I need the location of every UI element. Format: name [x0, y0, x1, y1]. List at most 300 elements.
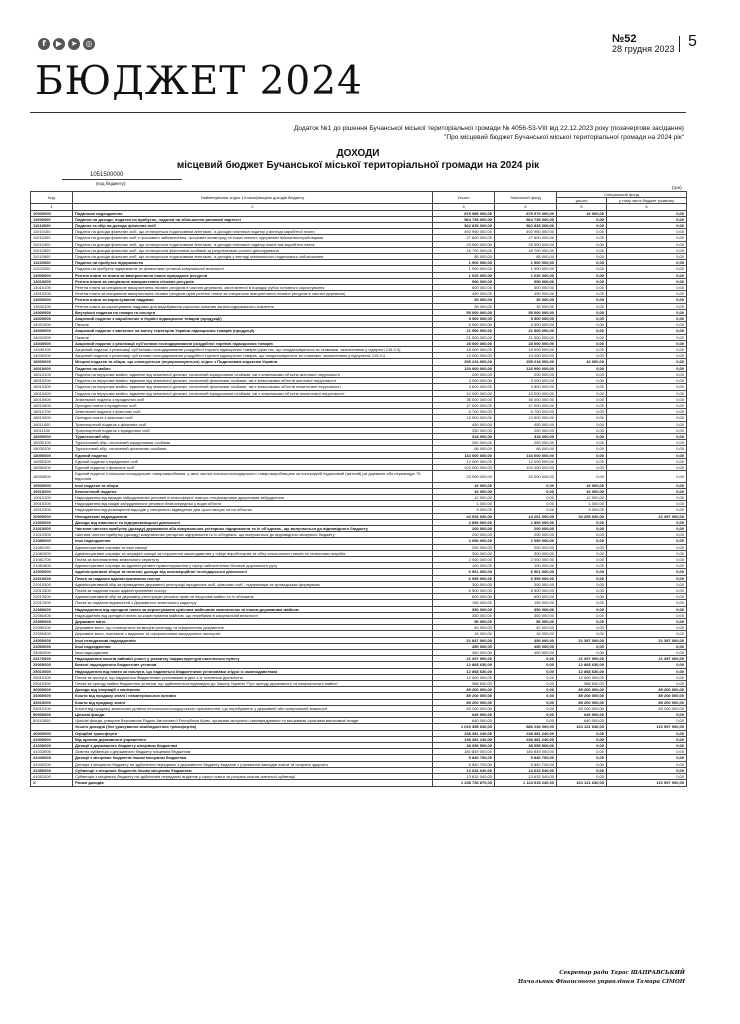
- general-fund-cell: 490 000,00: [495, 291, 557, 297]
- name-cell: Адміністративні штрафи за адміністративні правопорушення у сфері забезпечення безпеки дорожнього руху: [73, 563, 433, 569]
- code-cell: X: [31, 780, 73, 786]
- code-cell: 18030000: [31, 433, 73, 439]
- development-budget-cell: 0,00: [607, 316, 687, 322]
- total-cell: 21 500 000,00: [433, 328, 495, 334]
- development-budget-cell: 0,00: [607, 718, 687, 724]
- general-fund-cell: 13 000 000,00: [495, 353, 557, 359]
- total-cell: 180 849 000,00: [433, 749, 495, 755]
- total-cell: 350 000,00: [433, 606, 495, 612]
- special-fund-cell: 0,00: [557, 303, 607, 309]
- general-fund-cell: 5 840 700,00: [495, 761, 557, 767]
- special-fund-cell: 12 868 630,00: [557, 662, 607, 668]
- development-budget-cell: 89 200 000,00: [607, 693, 687, 699]
- special-fund-cell: 0,00: [557, 594, 607, 600]
- code-cell: 11010000: [31, 223, 73, 229]
- budget-code-underline: [62, 179, 182, 180]
- general-fund-cell: 0,00: [495, 507, 557, 513]
- budget-code-label: (код бюджету): [96, 181, 126, 186]
- special-fund-cell: 0,00: [557, 631, 607, 637]
- code-cell: 13030000: [31, 297, 73, 303]
- code-cell: 14040200: [31, 353, 73, 359]
- code-cell: 18000000: [31, 359, 73, 365]
- development-budget-cell: 0,00: [607, 544, 687, 550]
- general-fund-cell: 6 961 000,00: [495, 569, 557, 575]
- special-fund-cell: 0,00: [557, 316, 607, 322]
- name-cell: Туристичний збір, сплачений фізичними особами: [73, 446, 433, 452]
- general-fund-cell: 3 000 000,00: [495, 378, 557, 384]
- general-fund-cell: 0,00: [495, 668, 557, 674]
- name-cell: Єдиний податок з сільськогосподарських товаровиробників, у яких частка сільськогосподарського товаровиробництва за попередній податковий (звітний) рік дорівнює або перевищує 75 відсотків: [73, 471, 433, 482]
- name-cell: Освітня субвенція з державного бюджету місцевим бюджетам: [73, 749, 433, 755]
- total-cell: 13 000 000,00: [433, 353, 495, 359]
- special-fund-cell: 0,00: [557, 544, 607, 550]
- total-cell: 102 000 000,00: [433, 464, 495, 470]
- development-budget-cell: 0,00: [607, 229, 687, 235]
- total-cell: 490 000,00: [433, 291, 495, 297]
- total-cell: 89 200 000,00: [433, 705, 495, 711]
- total-cell: 13 500 000,00: [433, 415, 495, 421]
- name-cell: Акцизний податок з реалізації суб'єктами господарювання роздрібної торгівлі підакцизних товарів, що оподатковуються за ставками, зазначеними у підпунктах 215.3.4: [73, 353, 433, 359]
- name-cell: Податок на доходи фізичних осіб, що сплачується податковими агентами, із доходів у вигляді мінімального податкового зобов'язання: [73, 254, 433, 260]
- total-cell: 238 381 240,00: [433, 730, 495, 736]
- code-cell: 40000000: [31, 730, 73, 736]
- special-fund-cell: 124 121 630,00: [557, 780, 607, 786]
- general-fund-cell: 21 500 000,00: [495, 334, 557, 340]
- total-cell: 250 000,00: [433, 427, 495, 433]
- special-fund-cell: 0,00: [557, 440, 607, 446]
- general-fund-cell: 0,00: [495, 482, 557, 488]
- total-cell: 3 800 000,00: [433, 384, 495, 390]
- name-cell: Внутрішні податки на товари та послуги: [73, 309, 433, 315]
- development-budget-cell: 0,00: [607, 767, 687, 773]
- total-cell: 68 000,00: [433, 446, 495, 452]
- development-budget-cell: 89 200 000,00: [607, 699, 687, 705]
- development-budget-cell: 0,00: [607, 458, 687, 464]
- special-fund-cell: 0,00: [557, 223, 607, 229]
- general-fund-cell: 250 000,00: [495, 440, 557, 446]
- signature-block: [518, 969, 685, 987]
- development-budget-cell: 0,00: [607, 440, 687, 446]
- general-fund-cell: 13 500 000,00: [495, 415, 557, 421]
- name-cell: Надходження від викидів забруднюючих речовин в атмосферне повітря стаціонарними джерелами забруднення: [73, 494, 433, 500]
- development-budget-cell: 89 200 000,00: [607, 705, 687, 711]
- special-fund-cell: 124 121 630,00: [557, 724, 607, 730]
- youtube-icon[interactable]: ▶: [53, 38, 65, 50]
- code-cell: 21081800: [31, 563, 73, 569]
- general-fund-cell: 450 000,00: [495, 643, 557, 649]
- code-cell: 22090100: [31, 625, 73, 631]
- col-number: 3: [433, 204, 495, 210]
- general-fund-cell: 15 000 000,00: [495, 347, 557, 353]
- total-cell: 85 000,00: [433, 254, 495, 260]
- development-budget-cell: 0,00: [607, 594, 687, 600]
- special-fund-cell: 0,00: [557, 384, 607, 390]
- special-fund-cell: 0,00: [557, 272, 607, 278]
- revenue-table: [30, 191, 687, 787]
- name-cell: Туристичний збір: [73, 433, 433, 439]
- col-number: 1: [31, 204, 73, 210]
- development-budget-cell: 89 200 000,00: [607, 687, 687, 693]
- code-cell: 21081500: [31, 550, 73, 556]
- special-fund-cell: 16 000,00: [557, 210, 607, 216]
- general-fund-cell: 0,00: [495, 699, 557, 705]
- general-fund-cell: 6 700 000,00: [495, 409, 557, 415]
- code-cell: 50110000: [31, 718, 73, 724]
- general-fund-cell: 0,00: [495, 705, 557, 711]
- currency-unit: (грн): [672, 185, 682, 190]
- total-cell: 600 000,00: [433, 594, 495, 600]
- name-cell: Разом доходів: [73, 780, 433, 786]
- total-cell: 5 840 700,00: [433, 755, 495, 761]
- code-cell: 13010000: [31, 278, 73, 284]
- total-cell: 300 000,00: [433, 581, 495, 587]
- general-fund-cell: 134 000 000,00: [495, 452, 557, 458]
- total-cell: 3 000,00: [433, 507, 495, 513]
- development-budget-cell: 0,00: [607, 278, 687, 284]
- code-cell: 41030000: [31, 743, 73, 749]
- name-cell: Субвенції з місцевих бюджетів іншим місцевим бюджетам: [73, 767, 433, 773]
- total-cell: 30 000,00: [433, 297, 495, 303]
- special-fund-cell: 0,00: [557, 371, 607, 377]
- special-fund-cell: 0,00: [557, 365, 607, 371]
- code-cell: 41040200: [31, 761, 73, 767]
- name-cell: Неподаткові надходження: [73, 513, 433, 519]
- code-cell: 13000000: [31, 272, 73, 278]
- development-budget-cell: 0,00: [607, 464, 687, 470]
- development-budget-cell: 0,00: [607, 334, 687, 340]
- special-fund-cell: 0,00: [557, 600, 607, 606]
- total-cell: 238 381 240,00: [433, 736, 495, 742]
- name-cell: Земельний податок з юридичних осіб: [73, 396, 433, 402]
- special-fund-cell: 0,00: [557, 446, 607, 452]
- total-cell: 5 840 700,00: [433, 761, 495, 767]
- development-budget-cell: 0,00: [607, 525, 687, 531]
- general-fund-cell: 55 000 000,00: [495, 309, 557, 315]
- name-cell: Рентна плата за користування надрами: [73, 297, 433, 303]
- total-cell: 134 000 000,00: [433, 452, 495, 458]
- general-fund-cell: 16 000,00: [495, 631, 557, 637]
- general-fund-cell: 0,00: [495, 662, 557, 668]
- budget-code: 1051500000: [90, 172, 124, 178]
- name-cell: Плата за оренду майна бюджетних установ, що здійснюється відповідно до Закону України "Про оренду державного та комунального майна": [73, 681, 433, 687]
- total-cell: 36 000 000,00: [433, 396, 495, 402]
- development-budget-cell: 0,00: [607, 235, 687, 241]
- general-fund-cell: 5 500 000,00: [495, 588, 557, 594]
- development-budget-cell: 0,00: [607, 774, 687, 780]
- name-cell: Податок на доходи фізичних осіб, що сплачується податковими агентами, із доходів платника податку у вигляді заробітної плати: [73, 229, 433, 235]
- special-fund-cell: 0,00: [557, 254, 607, 260]
- code-cell: 24170000: [31, 656, 73, 662]
- total-cell: 5 500 000,00: [433, 588, 495, 594]
- development-budget-cell: 0,00: [607, 588, 687, 594]
- development-budget-cell: 0,00: [607, 421, 687, 427]
- total-cell: 6 700 000,00: [433, 409, 495, 415]
- code-cell: 41033900: [31, 749, 73, 755]
- development-budget-cell: 0,00: [607, 223, 687, 229]
- general-fund-cell: 1 900 000,00: [495, 266, 557, 272]
- col-number: 5: [557, 204, 607, 210]
- special-fund-cell: 0,00: [557, 575, 607, 581]
- general-fund-cell: 13 632 040,00: [495, 767, 557, 773]
- general-fund-cell: 500 000,00: [495, 285, 557, 291]
- code-cell: 10000000: [31, 210, 73, 216]
- name-cell: Надходження від орендної плати за користування майном, що перебуває в комунальній власності: [73, 612, 433, 618]
- development-budget-cell: 0,00: [607, 371, 687, 377]
- header-divider: [30, 112, 686, 113]
- special-fund-cell: 16 000,00: [557, 482, 607, 488]
- special-fund-cell: 0,00: [557, 260, 607, 266]
- general-fund-cell: 562 835 000,00: [495, 223, 557, 229]
- code-cell: 33010000: [31, 699, 73, 705]
- total-cell: 89 200 000,00: [433, 687, 495, 693]
- name-cell: Доходи від операцій з капіталом: [73, 687, 433, 693]
- code-cell: 11010400: [31, 241, 73, 247]
- annex-line-2: "Про місцевий бюджет Бучанської міської територіальної громади на 2024 рік": [444, 134, 684, 141]
- total-cell: 640 000,00: [433, 718, 495, 724]
- general-fund-cell: 3 800 000,00: [495, 384, 557, 390]
- special-fund-cell: 0,00: [557, 421, 607, 427]
- facebook-icon[interactable]: f: [38, 38, 50, 50]
- total-cell: 500 000,00: [433, 285, 495, 291]
- general-fund-cell: 6 555 000,00: [495, 575, 557, 581]
- name-cell: Субвенція з місцевого бюджету на здійснення переданих видатків у сфері освіти за рахунок коштів освітньої субвенції: [73, 774, 433, 780]
- general-fund-cell: 0,00: [495, 718, 557, 724]
- total-cell: 120 900 000,00: [433, 365, 495, 371]
- col-header-special: Спеціальний фонд: [557, 192, 687, 198]
- annex-note: [204, 124, 684, 142]
- development-budget-cell: 0,00: [607, 446, 687, 452]
- general-fund-cell: 5 500 000,00: [495, 316, 557, 322]
- special-fund-cell: 0,00: [557, 471, 607, 482]
- name-cell: Транспортний податок з фізичних осіб: [73, 421, 433, 427]
- general-fund-cell: 255 218 000,00: [495, 359, 557, 365]
- development-budget-cell: 0,00: [607, 254, 687, 260]
- code-cell: 19000000: [31, 482, 73, 488]
- code-cell: 22090000: [31, 619, 73, 625]
- special-fund-cell: 0,00: [557, 458, 607, 464]
- special-fund-cell: 0,00: [557, 612, 607, 618]
- special-fund-cell: 0,00: [557, 285, 607, 291]
- development-budget-cell: 0,00: [607, 563, 687, 569]
- name-cell: Частина чистого прибутку (доходу) комунальних унітарних підприємств та їх об'єднань, що вилучається до відповідного місцевого бюджету: [73, 532, 433, 538]
- special-fund-cell: 0,00: [557, 767, 607, 773]
- signature-finance-head: Начальник Фінансового управління Тамара СІМОН: [518, 979, 685, 985]
- code-cell: 25010300: [31, 681, 73, 687]
- special-fund-cell: 0,00: [557, 309, 607, 315]
- name-cell: Надходження від скидів забруднюючих речовин безпосередньо у водні об'єкти: [73, 501, 433, 507]
- development-budget-cell: 0,00: [607, 755, 687, 761]
- development-budget-cell: 0,00: [607, 606, 687, 612]
- development-budget-cell: 0,00: [607, 266, 687, 272]
- development-budget-cell: 0,00: [607, 631, 687, 637]
- name-cell: Дотації з державного бюджету місцевим бюджетам: [73, 743, 433, 749]
- name-cell: Орендна плата з фізичних осіб: [73, 415, 433, 421]
- code-cell: 11010500: [31, 247, 73, 253]
- code-cell: 19010000: [31, 488, 73, 494]
- name-cell: Адміністративні штрафи та штрафні санкції за порушення законодавства у сфері виробництва та обігу алкогольних напоїв та тютюнових виробів: [73, 550, 433, 556]
- total-cell: 2 650 000,00: [433, 538, 495, 544]
- code-cell: 30000000: [31, 687, 73, 693]
- general-fund-cell: 10 261 000,00: [495, 513, 557, 519]
- total-cell: 450 000,00: [433, 650, 495, 656]
- general-fund-cell: 0,00: [495, 501, 557, 507]
- development-budget-cell: 0,00: [607, 353, 687, 359]
- code-cell: 11010100: [31, 229, 73, 235]
- code-cell: 11010900: [31, 254, 73, 260]
- special-fund-cell: 0,00: [557, 749, 607, 755]
- total-cell: 44 526 630,00: [433, 513, 495, 519]
- total-cell: 6 555 000,00: [433, 575, 495, 581]
- code-cell: 18010900: [31, 415, 73, 421]
- general-fund-cell: 492 950 000,00: [495, 229, 557, 235]
- general-fund-cell: 27 600 000,00: [495, 235, 557, 241]
- name-cell: Пальне: [73, 334, 433, 340]
- development-budget-cell: 110 597 000,00: [607, 724, 687, 730]
- name-cell: Податкові надходження: [73, 210, 433, 216]
- name-cell: Плата за надання відомостей з Державного земельного кадастру: [73, 600, 433, 606]
- code-cell: 19010300: [31, 507, 73, 513]
- name-cell: Доходи від власності та підприємницької діяльності: [73, 519, 433, 525]
- name-cell: Кошти від продажу землі і нематеріальних активів: [73, 693, 433, 699]
- development-budget-cell: 0,00: [607, 538, 687, 544]
- name-cell: Частина чистого прибутку (доходу) державних або комунальних унітарних підприємств та їх об'єднань, що вилучається до відповідного бюджету: [73, 525, 433, 531]
- general-fund-cell: 238 381 240,00: [495, 736, 557, 742]
- special-fund-cell: 12 868 630,00: [557, 668, 607, 674]
- total-cell: 40 000,00: [433, 625, 495, 631]
- general-fund-cell: 1 020 000,00: [495, 272, 557, 278]
- special-fund-cell: 34 265 630,00: [557, 513, 607, 519]
- code-cell: 25000000: [31, 662, 73, 668]
- special-fund-cell: 0,00: [557, 353, 607, 359]
- code-cell: 24060000: [31, 643, 73, 649]
- general-fund-cell: 100 000,00: [495, 563, 557, 569]
- general-fund-cell: 21 500 000,00: [495, 328, 557, 334]
- name-cell: Туристичний збір, сплачений юридичними особами: [73, 440, 433, 446]
- development-budget-cell: 0,00: [607, 340, 687, 346]
- special-fund-cell: 12 000,00: [557, 494, 607, 500]
- general-fund-cell: 155 000,00: [495, 600, 557, 606]
- development-budget-cell: 0,00: [607, 359, 687, 365]
- signature-secretary: Секретар ради Тарас ШАПРАВСЬКИЙ: [559, 970, 685, 976]
- total-cell: 1 900 000,00: [433, 266, 495, 272]
- total-cell: 16 700 000,00: [433, 247, 495, 253]
- total-cell: 350 000,00: [433, 612, 495, 618]
- total-cell: 12 000 000,00: [433, 458, 495, 464]
- special-fund-cell: 0,00: [557, 525, 607, 531]
- code-cell: 18030200: [31, 446, 73, 452]
- total-cell: 30 000,00: [433, 303, 495, 309]
- development-budget-cell: 0,00: [607, 322, 687, 328]
- development-budget-cell: 0,00: [607, 743, 687, 749]
- total-cell: 450 000,00: [433, 643, 495, 649]
- name-cell: Акцизний податок з ввезених на митну територію України підакцизних товарів (продукції): [73, 328, 433, 334]
- general-fund-cell: 200 000,00: [495, 371, 557, 377]
- development-budget-cell: 0,00: [607, 519, 687, 525]
- col-header-special-total: усього: [557, 198, 607, 204]
- document-title: ДОХОДИ: [336, 148, 380, 159]
- general-fund-cell: 1 900 000,00: [495, 260, 557, 266]
- name-cell: Інші надходження: [73, 650, 433, 656]
- special-fund-cell: 0,00: [557, 730, 607, 736]
- section-headline: БЮДЖЕТ 2024: [35, 59, 363, 104]
- general-fund-cell: 886 234 000,00: [495, 724, 557, 730]
- special-fund-cell: 16 000,00: [557, 488, 607, 494]
- development-budget-cell: 0,00: [607, 488, 687, 494]
- code-cell: 41051000: [31, 774, 73, 780]
- development-budget-cell: 0,00: [607, 452, 687, 458]
- development-budget-cell: 0,00: [607, 396, 687, 402]
- general-fund-cell: 200 000,00: [495, 532, 557, 538]
- general-fund-cell: 38 059 500,00: [495, 743, 557, 749]
- development-budget-cell: 0,00: [607, 749, 687, 755]
- telegram-icon[interactable]: ➤: [68, 38, 80, 50]
- name-cell: Податки на доходи, податки на прибуток, податки на збільшення ринкової вартості: [73, 216, 433, 222]
- code-cell: 21080000: [31, 538, 73, 544]
- name-cell: Адміністративні штрафи та інші санкції: [73, 544, 433, 550]
- code-cell: 22010300: [31, 581, 73, 587]
- total-cell: 15 000 000,00: [433, 347, 495, 353]
- development-budget-cell: 0,00: [607, 501, 687, 507]
- total-cell: 20 000 000,00: [433, 471, 495, 482]
- special-fund-cell: 0,00: [557, 532, 607, 538]
- name-cell: Податок на нерухоме майно, відмінне від земельної ділянки, сплачений юридичними особами, які є власниками об'єктів нежитлової нерухомості: [73, 390, 433, 396]
- code-cell: 19010100: [31, 494, 73, 500]
- special-fund-cell: 0,00: [557, 266, 607, 272]
- name-cell: Пальне: [73, 322, 433, 328]
- general-fund-cell: 1 124 615 240,00: [495, 780, 557, 786]
- name-cell: Дотація з місцевого бюджету на здійснення переданих з державного бюджету видатків з утримання закладів освіти та охорони здоров'я: [73, 761, 433, 767]
- name-cell: Надходження від орендної плати за користування цілісним майновим комплексом та іншим державним майном: [73, 606, 433, 612]
- development-budget-cell: 0,00: [607, 712, 687, 718]
- code-cell: 21081100: [31, 544, 73, 550]
- total-cell: 12 000,00: [433, 494, 495, 500]
- general-fund-cell: 350 000,00: [495, 612, 557, 618]
- general-fund-cell: 0,00: [495, 488, 557, 494]
- name-cell: Плата за надання інших адміністративних послуг: [73, 588, 433, 594]
- general-fund-cell: 68 000,00: [495, 446, 557, 452]
- code-cell: 14030000: [31, 328, 73, 334]
- annex-line-1: Додаток №1 до рішення Бучанської міської територіальної громади № 4056-53-VIII від 22.12.2023 року (позачергове засідання): [293, 125, 684, 132]
- total-cell: 318 000,00: [433, 433, 495, 439]
- name-cell: Податок на нерухоме майно, відмінне від земельної ділянки, сплачений юридичними особами, які є власниками об'єктів житлової нерухомості: [73, 371, 433, 377]
- general-fund-cell: 0,00: [495, 674, 557, 680]
- total-cell: 155 000,00: [433, 600, 495, 606]
- col-number: 4: [495, 204, 557, 210]
- code-cell: 14040000: [31, 340, 73, 346]
- general-fund-cell: 20 000 000,00: [495, 471, 557, 482]
- total-cell: 875 989 000,00: [433, 210, 495, 216]
- col-header-code: Код: [31, 192, 73, 204]
- instagram-icon[interactable]: ◎: [83, 38, 95, 50]
- development-budget-cell: 21 397 000,00: [607, 656, 687, 662]
- table-row: [31, 780, 687, 786]
- total-cell: 21 847 000,00: [433, 637, 495, 643]
- code-cell: 22012900: [31, 600, 73, 606]
- code-cell: 18011000: [31, 421, 73, 427]
- special-fund-cell: 0,00: [557, 774, 607, 780]
- code-cell: 21000000: [31, 519, 73, 525]
- general-fund-cell: 318 000,00: [495, 433, 557, 439]
- development-budget-cell: 0,00: [607, 643, 687, 649]
- special-fund-cell: 0,00: [557, 235, 607, 241]
- name-cell: Власні надходження бюджетних установ: [73, 662, 433, 668]
- special-fund-cell: 0,00: [557, 550, 607, 556]
- development-budget-cell: 0,00: [607, 730, 687, 736]
- name-cell: Акцизний податок з реалізації суб'єктами господарювання роздрібної торгівлі підакцизних товарів: [73, 340, 433, 346]
- total-cell: 16 000,00: [433, 482, 495, 488]
- development-budget-cell: 0,00: [607, 378, 687, 384]
- total-cell: 89 200 000,00: [433, 693, 495, 699]
